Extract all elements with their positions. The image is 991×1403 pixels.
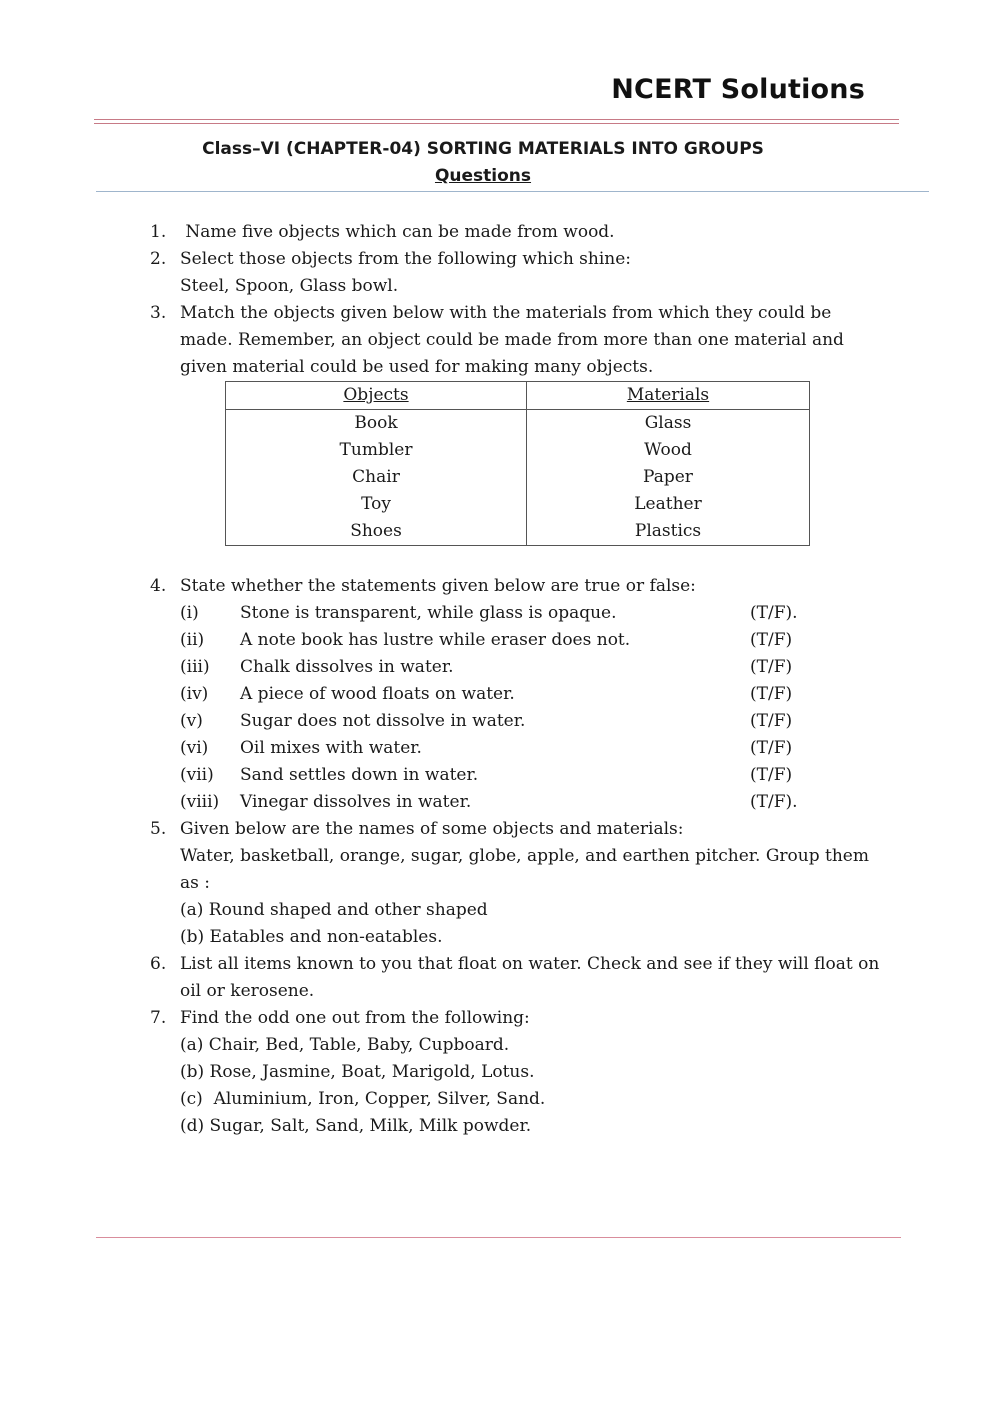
item-statement: Sugar does not dissolve in water. (240, 711, 526, 731)
brand-header: NCERT Solutions (611, 74, 865, 105)
true-false-item (180, 735, 890, 762)
question-number: 6. (150, 954, 167, 974)
table-header-objects: Objects (226, 382, 527, 410)
table-row (226, 518, 810, 546)
question-text: List all items known to you that float on water. Check and see if they will float on (180, 954, 880, 974)
object-cell: Chair (226, 464, 527, 491)
material-cell: Plastics (527, 518, 810, 546)
true-false-item (180, 789, 890, 816)
title-divider (96, 191, 929, 192)
question-5 (150, 816, 890, 951)
item-number: (v) (180, 711, 203, 731)
true-false-item (180, 708, 890, 735)
item-number: (vii) (180, 765, 214, 785)
question-part: (d) Sugar, Salt, Sand, Milk, Milk powder. (180, 1116, 532, 1136)
question-number: 1. (150, 222, 167, 242)
question-text: Given below are the names of some objects and materials: (180, 819, 684, 839)
item-mark: (T/F) (750, 630, 793, 650)
table-row (226, 464, 810, 491)
question-text: Name five objects which can be made from wood. (180, 222, 615, 242)
section-subtitle: Questions (434, 166, 532, 186)
question-2 (150, 246, 890, 300)
item-mark: (T/F) (750, 765, 793, 785)
question-6 (150, 951, 890, 1005)
true-false-item (180, 762, 890, 789)
item-statement: A note book has lustre while eraser does not. (240, 630, 631, 650)
question-text: Water, basketball, orange, sugar, globe, apple, and earthen pitcher. Group them (180, 846, 869, 866)
question-number: 7. (150, 1008, 167, 1028)
material-cell: Paper (527, 464, 810, 491)
question-part: (a) Round shaped and other shaped (180, 900, 488, 920)
item-mark: (T/F) (750, 738, 793, 758)
table-header-materials: Materials (527, 382, 810, 410)
match-table (225, 381, 810, 546)
item-mark: (T/F) (750, 711, 793, 731)
item-statement: A piece of wood floats on water. (240, 684, 515, 704)
item-mark: (T/F) (750, 657, 793, 677)
table-row (226, 437, 810, 464)
item-number: (vi) (180, 738, 209, 758)
question-7 (150, 1005, 890, 1140)
table-row (226, 491, 810, 518)
footer-rule (96, 1237, 901, 1238)
item-statement: Chalk dissolves in water. (240, 657, 454, 677)
question-3 (150, 300, 890, 546)
true-false-item (180, 654, 890, 681)
header-rule-top (94, 119, 899, 120)
item-number: (viii) (180, 792, 220, 812)
true-false-item (180, 681, 890, 708)
object-cell: Shoes (226, 518, 527, 546)
item-statement: Sand settles down in water. (240, 765, 479, 785)
item-statement: Stone is transparent, while glass is opaque. (240, 603, 617, 623)
material-cell: Glass (527, 410, 810, 438)
question-number: 4. (150, 576, 167, 596)
item-mark: (T/F) (750, 684, 793, 704)
object-cell: Tumbler (226, 437, 527, 464)
question-text: as : (180, 873, 210, 893)
question-number: 3. (150, 303, 167, 323)
true-false-item (180, 600, 890, 627)
question-4 (150, 573, 890, 816)
question-text: Find the odd one out from the following: (180, 1008, 530, 1028)
question-part: (b) Rose, Jasmine, Boat, Marigold, Lotus. (180, 1062, 535, 1082)
question-number: 5. (150, 819, 167, 839)
question-options: Steel, Spoon, Glass bowl. (180, 276, 399, 296)
page-title: Class–VI (CHAPTER-04) SORTING MATERIALS INTO GROUPS (202, 139, 764, 159)
question-text: made. Remember, an object could be made from more than one material and (180, 330, 844, 350)
question-part: (b) Eatables and non-eatables. (180, 927, 443, 947)
question-text: oil or kerosene. (180, 981, 315, 1001)
question-part: (a) Chair, Bed, Table, Baby, Cupboard. (180, 1035, 510, 1055)
question-part: (c) Aluminium, Iron, Copper, Silver, Sand. (180, 1089, 546, 1109)
table-header-row (226, 382, 810, 410)
object-cell: Toy (226, 491, 527, 518)
item-statement: Vinegar dissolves in water. (240, 792, 472, 812)
question-text: State whether the statements given below are true or false: (180, 576, 696, 596)
true-false-item (180, 627, 890, 654)
question-1 (150, 219, 890, 246)
questions-list (150, 219, 890, 1140)
object-cell: Book (226, 410, 527, 438)
item-mark: (T/F). (750, 792, 798, 812)
question-text: Match the objects given below with the materials from which they could be (180, 303, 832, 323)
spacer (150, 546, 890, 573)
item-number: (i) (180, 603, 199, 623)
material-cell: Wood (527, 437, 810, 464)
item-number: (iii) (180, 657, 210, 677)
item-number: (iv) (180, 684, 209, 704)
item-number: (ii) (180, 630, 205, 650)
material-cell: Leather (527, 491, 810, 518)
table-row (226, 410, 810, 438)
item-statement: Oil mixes with water. (240, 738, 422, 758)
question-number: 2. (150, 249, 167, 269)
question-text: Select those objects from the following which shine: (180, 249, 632, 269)
question-text: given material could be used for making many objects. (180, 357, 654, 377)
header-rule-bottom (94, 123, 899, 124)
item-mark: (T/F). (750, 603, 798, 623)
